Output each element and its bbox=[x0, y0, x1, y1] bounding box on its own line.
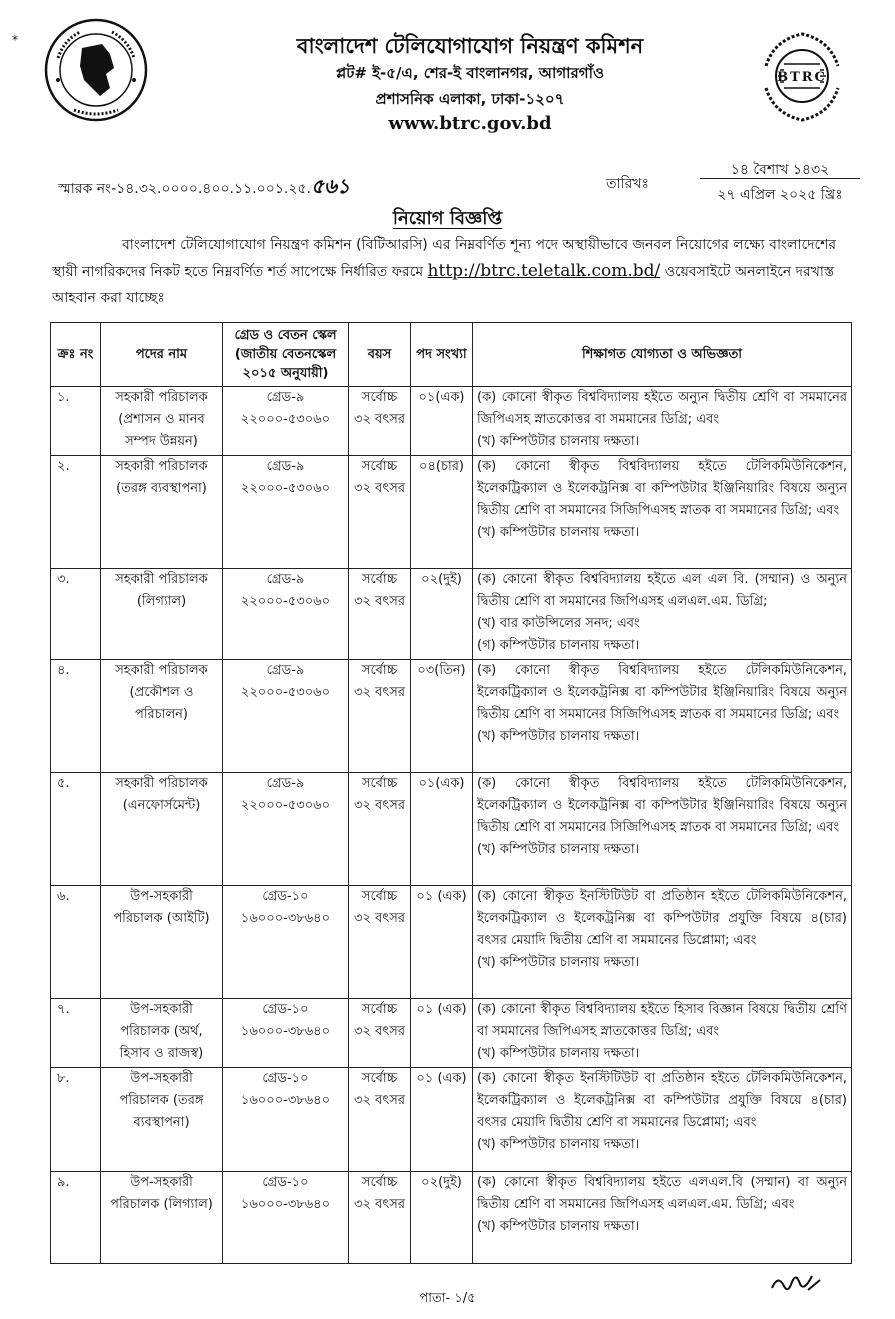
row-post: সহকারী পরিচালক (তরঙ্গ ব্যবস্থাপনা) bbox=[101, 456, 223, 569]
row-qualification: (ক) কোনো স্বীকৃত ইনস্টিটিউট বা প্রতিষ্ঠান হইতে টেলিকমিউনিকেশন, ইলেকট্রিক্যাল ও ইলেকট্রনিক্স বা কম্পিউটার প্রযুক্তি বিষয়ে ৪(চার) বৎসর মেয়াদি দ্বিতীয় শ্রেণি বা সমমানের ডিপ্লোমা; এবং (খ) কম্পিউটার চালনায় দক্ষতা। bbox=[473, 886, 852, 999]
date-divider bbox=[700, 178, 860, 179]
vacancy-table bbox=[50, 322, 852, 1264]
row-qualification: (ক) কোনো স্বীকৃত বিশ্ববিদ্যালয় হইতে অন্যুন দ্বিতীয় শ্রেণি বা সমমানের জিপিএসহ স্নাতকোত্তর বা সমমানের ডিগ্রি; এবং (খ) কম্পিউটার চালনায় দক্ষতা। bbox=[473, 387, 852, 456]
row-grade: গ্রেড-৯ ২২০০০-৫৩০৬০ bbox=[223, 660, 349, 773]
row-age: সর্বোচ্চ ৩২ বৎসর bbox=[349, 773, 411, 886]
table-row bbox=[51, 569, 852, 660]
row-count: ০১(এক) bbox=[411, 773, 473, 886]
row-grade: গ্রেড-৯ ২২০০০-৫৩০৬০ bbox=[223, 773, 349, 886]
table-row bbox=[51, 387, 852, 456]
row-grade: গ্রেড-১০ ১৬০০০-৩৮৬৪০ bbox=[223, 999, 349, 1068]
row-post: সহকারী পরিচালক (প্রকৌশল ও পরিচালন) bbox=[101, 660, 223, 773]
row-count: ০৪(চার) bbox=[411, 456, 473, 569]
table-row bbox=[51, 456, 852, 569]
row-age: সর্বোচ্চ ৩২ বৎসর bbox=[349, 569, 411, 660]
row-serial: ১. bbox=[51, 387, 101, 456]
header-serial: ক্রঃ নং bbox=[51, 323, 101, 387]
government-seal-logo bbox=[44, 18, 148, 122]
table-row bbox=[51, 773, 852, 886]
application-url-link[interactable]: http://btrc.teletalk.com.bd/ bbox=[427, 261, 661, 281]
row-post: সহকারী পরিচালক (প্রশাসন ও মানব সম্পদ উন্নয়ন) bbox=[101, 387, 223, 456]
page-number: পাতা- ১/৫ bbox=[419, 1291, 476, 1306]
row-count: ০১ (এক) bbox=[411, 1068, 473, 1172]
row-age: সর্বোচ্চ ৩২ বৎসর bbox=[349, 999, 411, 1068]
row-qualification: (ক) কোনো স্বীকৃত বিশ্ববিদ্যালয় হইতে এল এল বি. (সম্মান) ও অন্যুন দ্বিতীয় শ্রেণি বা সমমানের জিপিএসহ এলএল.এম. ডিগ্রি; (খ) বার কাউন্সিলের সনদ; এবং (গ) কম্পিউটার চালনায় দক্ষতা। bbox=[473, 569, 852, 660]
header-count: পদ সংখ্যা bbox=[411, 323, 473, 387]
row-serial: ৫. bbox=[51, 773, 101, 886]
row-count: ০২(দুই) bbox=[411, 569, 473, 660]
row-serial: ৭. bbox=[51, 999, 101, 1068]
table-header-row bbox=[51, 323, 852, 387]
memo-reference bbox=[58, 172, 350, 205]
row-qualification: (ক) কোনো স্বীকৃত ইনস্টিটিউট বা প্রতিষ্ঠান হইতে টেলিকমিউনিকেশন, ইলেকট্রিক্যাল ও ইলেকট্রনিক্স বা কম্পিউটার প্রযুক্তি বিষয়ে ৪(চার) বৎসর মেয়াদি দ্বিতীয় শ্রেণি বা সমমানের ডিপ্লোমা; এবং (খ) কম্পিউটার চালনায় দক্ষতা। bbox=[473, 1068, 852, 1172]
header-post: পদের নাম bbox=[101, 323, 223, 387]
row-qualification: (ক) কোনো স্বীকৃত বিশ্ববিদ্যালয় হইতে টেলিকমিউনিকেশন, ইলেকট্রিক্যাল ও ইলেকট্রনিক্স বা কম্পিউটার ইঞ্জিনিয়ারিং বিষয়ে অন্যুন দ্বিতীয় শ্রেণি বা সমমানের সিজিপিএসহ স্নাতক বা সমমানের ডিগ্রি; এবং (খ) কম্পিউটার চালনায় দক্ষতা। bbox=[473, 456, 852, 569]
header-grade: গ্রেড ও বেতন স্কেল (জাতীয় বেতনস্কেল ২০১৫ অনুযায়ী) bbox=[223, 323, 349, 387]
table-row bbox=[51, 1172, 852, 1264]
row-post: সহকারী পরিচালক (লিগ্যাল) bbox=[101, 569, 223, 660]
row-grade: গ্রেড-১০ ১৬০০০-৩৮৬৪০ bbox=[223, 1172, 349, 1264]
row-grade: গ্রেড-৯ ২২০০০-৫৩০৬০ bbox=[223, 387, 349, 456]
notice-intro bbox=[52, 232, 852, 311]
row-post: উপ-সহকারী পরিচালক (অর্থ, হিসাব ও রাজস্ব) bbox=[101, 999, 223, 1068]
memo-number: ৫৬১ bbox=[311, 174, 350, 198]
row-serial: ৪. bbox=[51, 660, 101, 773]
row-post: উপ-সহকারী পরিচালক (আইটি) bbox=[101, 886, 223, 999]
row-serial: ৮. bbox=[51, 1068, 101, 1172]
row-serial: ৯. bbox=[51, 1172, 101, 1264]
row-age: সর্বোচ্চ ৩২ বৎসর bbox=[349, 456, 411, 569]
row-age: সর্বোচ্চ ৩২ বৎসর bbox=[349, 1068, 411, 1172]
intro-text-end: ওয়েবসাইটে অনলাইনে দরখাস্ত আহবান করা যাচ্ছেঃ bbox=[52, 264, 835, 306]
row-age: সর্বোচ্চ ৩২ বৎসর bbox=[349, 387, 411, 456]
organization-website: www.btrc.gov.bd bbox=[388, 113, 552, 134]
header-qualification: শিক্ষাগত যোগ্যতা ও অভিজ্ঞতা bbox=[473, 323, 852, 387]
row-serial: ৩. bbox=[51, 569, 101, 660]
table-row bbox=[51, 1068, 852, 1172]
row-age: সর্বোচ্চ ৩২ বৎসর bbox=[349, 1172, 411, 1264]
organization-area: প্রশাসনিক এলাকা, ঢাকা-১২০৭ bbox=[375, 90, 565, 108]
row-grade: গ্রেড-১০ ১৬০০০-৩৮৬৪০ bbox=[223, 886, 349, 999]
corner-mark: * bbox=[12, 33, 18, 47]
row-post: উপ-সহকারী পরিচালক (লিগ্যাল) bbox=[101, 1172, 223, 1264]
row-qualification: (ক) কোনো স্বীকৃত বিশ্ববিদ্যালয় হইতে টেলিকমিউনিকেশন, ইলেকট্রিক্যাল ও ইলেকট্রনিক্স বা কম্পিউটার ইঞ্জিনিয়ারিং বিষয়ে অন্যুন দ্বিতীয় শ্রেণি বা সমমানের সিজিপিএসহ স্নাতক বা সমমানের ডিগ্রি; এবং (খ) কম্পিউটার চালনায় দক্ষতা। bbox=[473, 660, 852, 773]
row-count: ০১ (এক) bbox=[411, 886, 473, 999]
header-age: বয়স bbox=[349, 323, 411, 387]
date-label: তারিখঃ bbox=[606, 176, 649, 192]
row-age: সর্বোচ্চ ৩২ বৎসর bbox=[349, 886, 411, 999]
table-row bbox=[51, 999, 852, 1068]
btrc-logo bbox=[748, 22, 856, 130]
table-row bbox=[51, 660, 852, 773]
row-grade: গ্রেড-১০ ১৬০০০-৩৮৬৪০ bbox=[223, 1068, 349, 1172]
row-post: সহকারী পরিচালক (এনফোর্সমেন্ট) bbox=[101, 773, 223, 886]
date-bengali: ১৪ বৈশাখ ১৪৩২ bbox=[730, 162, 830, 178]
notice-title: নিয়োগ বিজ্ঞপ্তি bbox=[392, 208, 503, 229]
intro-text: বাংলাদেশ টেলিযোগাযোগ নিয়ন্ত্রণ কমিশন (বিটিআরসি) এর নিম্নবর্ণিত শূন্য পদে অস্থায়ীভাবে জনবল নিয়োগের লক্ষ্যে বাংলাদেশের স্থায়ী নাগরিকদের নিকট হতে নিম্নবর্ণিত শর্ত সাপেক্ষে নির্ধারিত ফরমে bbox=[52, 237, 837, 280]
organization-address: প্লট# ই-৫/এ, শের-ই বাংলানগর, আগারগাঁও bbox=[335, 64, 605, 82]
row-qualification: (ক) কোনো স্বীকৃত বিশ্ববিদ্যালয় হইতে এলএল.বি (সম্মান) বা অন্যুন দ্বিতীয় শ্রেণি বা সমমানের জিপিএসহ এলএল.এম. ডিগ্রি; এবং (খ) কম্পিউটার চালনায় দক্ষতা। bbox=[473, 1172, 852, 1264]
row-count: ০২(দুই) bbox=[411, 1172, 473, 1264]
svg-text:BTRC: BTRC bbox=[777, 70, 827, 85]
memo-prefix: স্মারক নং-১৪.৩২.০০০০.৪০০.১১.০০১.২৫. bbox=[58, 181, 312, 197]
date-gregorian: ২৭ এপ্রিল ২০২৫ খ্রিঃ bbox=[717, 187, 843, 203]
row-post: উপ-সহকারী পরিচালক (তরঙ্গ ব্যবস্থাপনা) bbox=[101, 1068, 223, 1172]
row-count: ০১ (এক) bbox=[411, 999, 473, 1068]
row-count: ০১(এক) bbox=[411, 387, 473, 456]
row-count: ০৩(তিন) bbox=[411, 660, 473, 773]
organization-name: বাংলাদেশ টেলিযোগাযোগ নিয়ন্ত্রণ কমিশন bbox=[296, 34, 644, 58]
table-row bbox=[51, 886, 852, 999]
row-serial: ৬. bbox=[51, 886, 101, 999]
row-grade: গ্রেড-৯ ২২০০০-৫৩০৬০ bbox=[223, 569, 349, 660]
row-serial: ২. bbox=[51, 456, 101, 569]
row-age: সর্বোচ্চ ৩২ বৎসর bbox=[349, 660, 411, 773]
row-qualification: (ক) কোনো স্বীকৃত বিশ্ববিদ্যালয় হইতে হিসাব বিজ্ঞান বিষয়ে দ্বিতীয় শ্রেণি বা সমমানের জিপিএসহ স্নাতকোত্তর ডিগ্রি; এবং (খ) কম্পিউটার চালনায় দক্ষতা। bbox=[473, 999, 852, 1068]
row-grade: গ্রেড-৯ ২২০০০-৫৩০৬০ bbox=[223, 456, 349, 569]
row-qualification: (ক) কোনো স্বীকৃত বিশ্ববিদ্যালয় হইতে টেলিকমিউনিকেশন, ইলেকট্রিক্যাল ও ইলেকট্রনিক্স বা কম্পিউটার ইঞ্জিনিয়ারিং বিষয়ে অন্যুন দ্বিতীয় শ্রেণি বা সমমানের সিজিপিএসহ স্নাতক বা সমমানের ডিগ্রি; এবং (খ) কম্পিউটার চালনায় দক্ষতা। bbox=[473, 773, 852, 886]
